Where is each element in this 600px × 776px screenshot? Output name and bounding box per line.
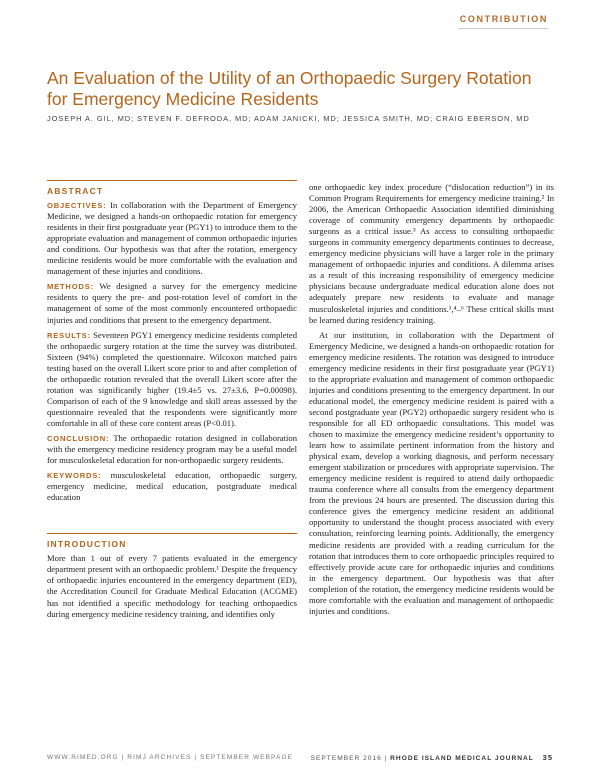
footer-date: SEPTEMBER 2016 [310, 755, 382, 762]
right-column [309, 182, 554, 621]
footer-journal-info [311, 753, 553, 762]
results-label: RESULTS: [47, 330, 91, 340]
introduction-text-left: More than 1 out of every 7 patients evaluated in the emergency department present with an orthopaedic problem.¹ Despite the frequency of orthopaedic injuries encountered in the emergency department (ED), the Accreditation Council for Graduate Medical Education (ACGME) has not identified a specific methodology for teaching orthopaedics during emergency medicine residency training, and identifies only [47, 553, 297, 619]
abstract-section [47, 180, 297, 503]
objectives-label: OBJECTIVES: [47, 201, 107, 211]
introduction-heading: INTRODUCTION [47, 539, 127, 550]
footer-links: WWW.RIMED.ORG | RIMJ ARCHIVES | SEPTEMBER WEBPAGE [47, 754, 294, 761]
footer-separator: | [384, 755, 391, 762]
abstract-conclusion [47, 433, 297, 466]
methods-label: METHODS: [47, 282, 94, 292]
left-column [47, 180, 297, 624]
section-label: CONTRIBUTION [459, 14, 548, 24]
abstract-heading: ABSTRACT [47, 186, 104, 196]
keywords-text: musculoskeletal education, orthopaedic surgery, emergency medicine, medical education, postgraduate medical education [47, 470, 297, 503]
objectives-text: In collaboration with the Department of Emergency Medicine, we designed a hands-on orthopaedic rotation for emergency residents in their first postgraduate year (PGY1) to introduce them to the appropriate evaluation and management of common orthopaedic injuries and conditions. Our hypothesis was that after the rotation, emergency medicine residents would be more comfortable with the evaluation and management of these injuries and conditions. [47, 200, 297, 277]
conclusion-label: CONCLUSION: [47, 433, 110, 443]
page-number: 35 [542, 753, 553, 762]
footer-journal-name: RHODE ISLAND MEDICAL JOURNAL [390, 755, 534, 762]
keywords-label: KEYWORDS: [47, 471, 102, 481]
article-title: An Evaluation of the Utility of an Orthopaedic Surgery Rotation for Emergency Medicine Residents [47, 68, 532, 109]
abstract-keywords [47, 470, 297, 503]
methods-text: We designed a survey for the emergency medicine residents to query the pre- and post-rotation level of comfort in the management of some of the most commonly encountered orthopaedic injuries and conditions that present to the emergency department. [47, 281, 297, 325]
results-text: Seventeen PGY1 emergency medicine residents completed the orthopaedic surgery rotation at the time the survey was distributed. Sixteen (94%) completed the questionnaire. Wilcoxon matched pairs testing based on the overall Likert score prior to and after completion of the orthopaedic rotation revealed that the overall Likert score after the rotation was significantly higher (19.4±5 vs. 27±3.6, P=0.00098). Comparison of each of the 9 knowledge and skill areas assessed by the questionnaire revealed that the respondents were significantly more comfortable in all of these core content areas (P<0.01). [47, 329, 297, 428]
header-rule [458, 28, 548, 29]
author-list: JOSEPH A. GIL, MD; STEVEN F. DEFRODA, MD; ADAM JANICKI, MD; JESSICA SMITH, MD; CRAIG EBERSON, MD [47, 114, 530, 123]
conclusion-text: The orthopaedic rotation designed in collaboration with the emergency medicine residency program may be a useful model for musculoskeletal education for non-orthopaedic surgery residents. [47, 432, 297, 466]
introduction-section [47, 533, 297, 619]
introduction-para-2: At our institution, in collaboration with the Department of Emergency Medicine, we designed a hands-on orthopaedic rotation for emergency medicine residents. The rotation was designed to introduce emergency medicine residents in their first postgraduate year (PGY1) to the appropriate evaluation and management of common orthopaedic injuries and conditions presenting to the emergency department. In our educational model, the emergency medicine resident is paired with a second postgraduate year (PGY2) orthopaedic surgery resident who is responsible for all ED orthopaedic consultations. This model was chosen to maximize the emergency medicine resident’s opportunity to learn how to assimilate pertinent information from the history and physical exam, develop a working diagnosis, and perform necessary emergent stabilization or procedures with appropriate supervision. The emergency medicine resident is required to attend daily orthopaedic trauma conference where all consults from the emergency department from the previous 24 hours are presented. The discussion during this conference gives the emergency medicine resident an additional opportunity to understand the thought process associated with every consultation, reinforcing learning points. Additionally, the emergency medicine residents are provided with a reading curriculum for the rotation that introduces them to core orthopaedic principles required to effectively provide acute care for orthopaedic injuries and conditions in the emergency department. Our hypothesis was that after completion of the rotation, the emergency medicine residents would be more comfortable with the evaluation and management of orthopaedic injuries and conditions. [309, 329, 554, 616]
abstract-methods [47, 281, 297, 325]
abstract-results [47, 330, 297, 429]
abstract-objectives [47, 200, 297, 277]
introduction-para-1: one orthopaedic key index procedure (“dislocation reduction”) in its Common Program Requirements for emergency medicine training.² In 2006, the American Orthopaedic Association identified diminishing coverage of community emergency departments by orthopaedic surgeons as a critical issue.³ As access to consulting orthopaedic surgeons in community emergency departments continues to decrease, emergency medicine physicians will have a larger role in the primary management of orthopaedic injuries and conditions. A dilemma arises as a result of this increasing responsibility of emergency medicine physicians because undergraduate medical education alone does not adequately prepare new residents to evaluate and manage musculoskeletal injuries and conditions.¹,⁴–⁶ These critical skills must be learned during residency training. [309, 182, 554, 325]
